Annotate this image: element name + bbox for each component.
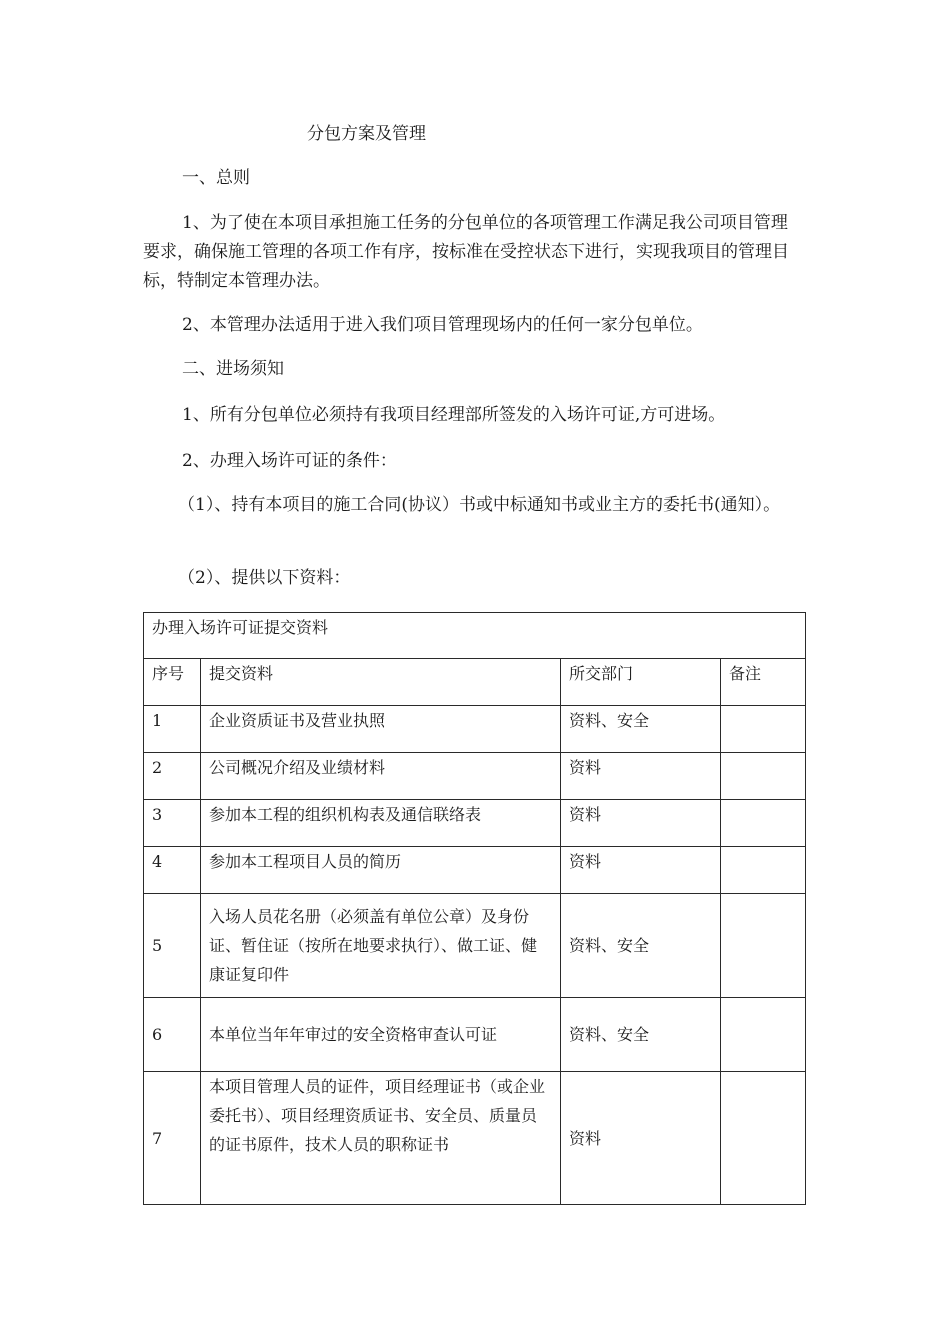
cell-no: 2: [144, 753, 201, 800]
header-item: 提交资料: [201, 659, 561, 706]
table-row: [144, 1072, 806, 1205]
table-row: [144, 847, 806, 894]
section-heading-general: 一、总则: [182, 168, 250, 188]
table-row: [144, 894, 806, 998]
document-title: 分包方案及管理: [307, 124, 426, 144]
cell-note: [721, 753, 806, 800]
cell-note: [721, 998, 806, 1072]
cell-dept: 资料: [561, 1072, 721, 1205]
paragraph-general-1: 1、为了使在本项目承担施工任务的分包单位的各项管理工作满足我公司项目管理要求，确保施工管理的各项工作有序，按标准在受控状态下进行，实现我项目的管理目标，特制定本管理办法。: [143, 213, 789, 291]
paragraph-entry-4: （2）、提供以下资料：: [178, 568, 351, 588]
cell-dept: 资料: [561, 753, 721, 800]
cell-dept: 资料、安全: [561, 998, 721, 1072]
header-note: 备注: [721, 659, 806, 706]
cell-item: 参加本工程的组织机构表及通信联络表: [201, 800, 561, 847]
table-caption: 办理入场许可证提交资料: [144, 613, 806, 659]
cell-no: 6: [144, 998, 201, 1072]
table-row: [144, 800, 806, 847]
table-row: [144, 753, 806, 800]
paragraph-general-2: 2、本管理办法适用于进入我们项目管理现场内的任何一家分包单位。: [182, 315, 703, 335]
cell-dept: 资料、安全: [561, 894, 721, 998]
cell-note: [721, 1072, 806, 1205]
cell-no: 5: [144, 894, 201, 998]
table-row: [144, 706, 806, 753]
section-heading-entry: 二、进场须知: [182, 359, 284, 379]
cell-no: 1: [144, 706, 201, 753]
cell-dept: 资料: [561, 800, 721, 847]
table-header-row: [144, 659, 806, 706]
header-no: 序号: [144, 659, 201, 706]
cell-no: 4: [144, 847, 201, 894]
paragraph-entry-2: 2、办理入场许可证的条件：: [182, 451, 397, 471]
cell-note: [721, 894, 806, 998]
cell-dept: 资料、安全: [561, 706, 721, 753]
table-caption-row: [144, 613, 806, 659]
cell-item: 企业资质证书及营业执照: [201, 706, 561, 753]
paragraph-entry-3: （1）、持有本项目的施工合同(协议）书或中标通知书或业主方的委托书(通知）。: [178, 495, 781, 515]
cell-note: [721, 800, 806, 847]
paragraph-entry-1: 1、所有分包单位必须持有我项目经理部所签发的入场许可证,方可进场。: [182, 405, 726, 425]
cell-note: [721, 706, 806, 753]
cell-no: 3: [144, 800, 201, 847]
cell-item: 本项目管理人员的证件，项目经理证书（或企业委托书）、项目经理资质证书、安全员、质量员的证书原件，技术人员的职称证书: [201, 1072, 561, 1205]
cell-no: 7: [144, 1072, 201, 1205]
cell-dept: 资料: [561, 847, 721, 894]
cell-item: 入场人员花名册（必须盖有单位公章）及身份证、暂住证（按所在地要求执行）、做工证、健康证复印件: [201, 894, 561, 998]
header-dept: 所交部门: [561, 659, 721, 706]
cell-note: [721, 847, 806, 894]
cell-item: 公司概况介绍及业绩材料: [201, 753, 561, 800]
documents-table: [143, 612, 806, 1205]
cell-item: 本单位当年年审过的安全资格审查认可证: [201, 998, 561, 1072]
table-row: [144, 998, 806, 1072]
cell-item: 参加本工程项目人员的简历: [201, 847, 561, 894]
